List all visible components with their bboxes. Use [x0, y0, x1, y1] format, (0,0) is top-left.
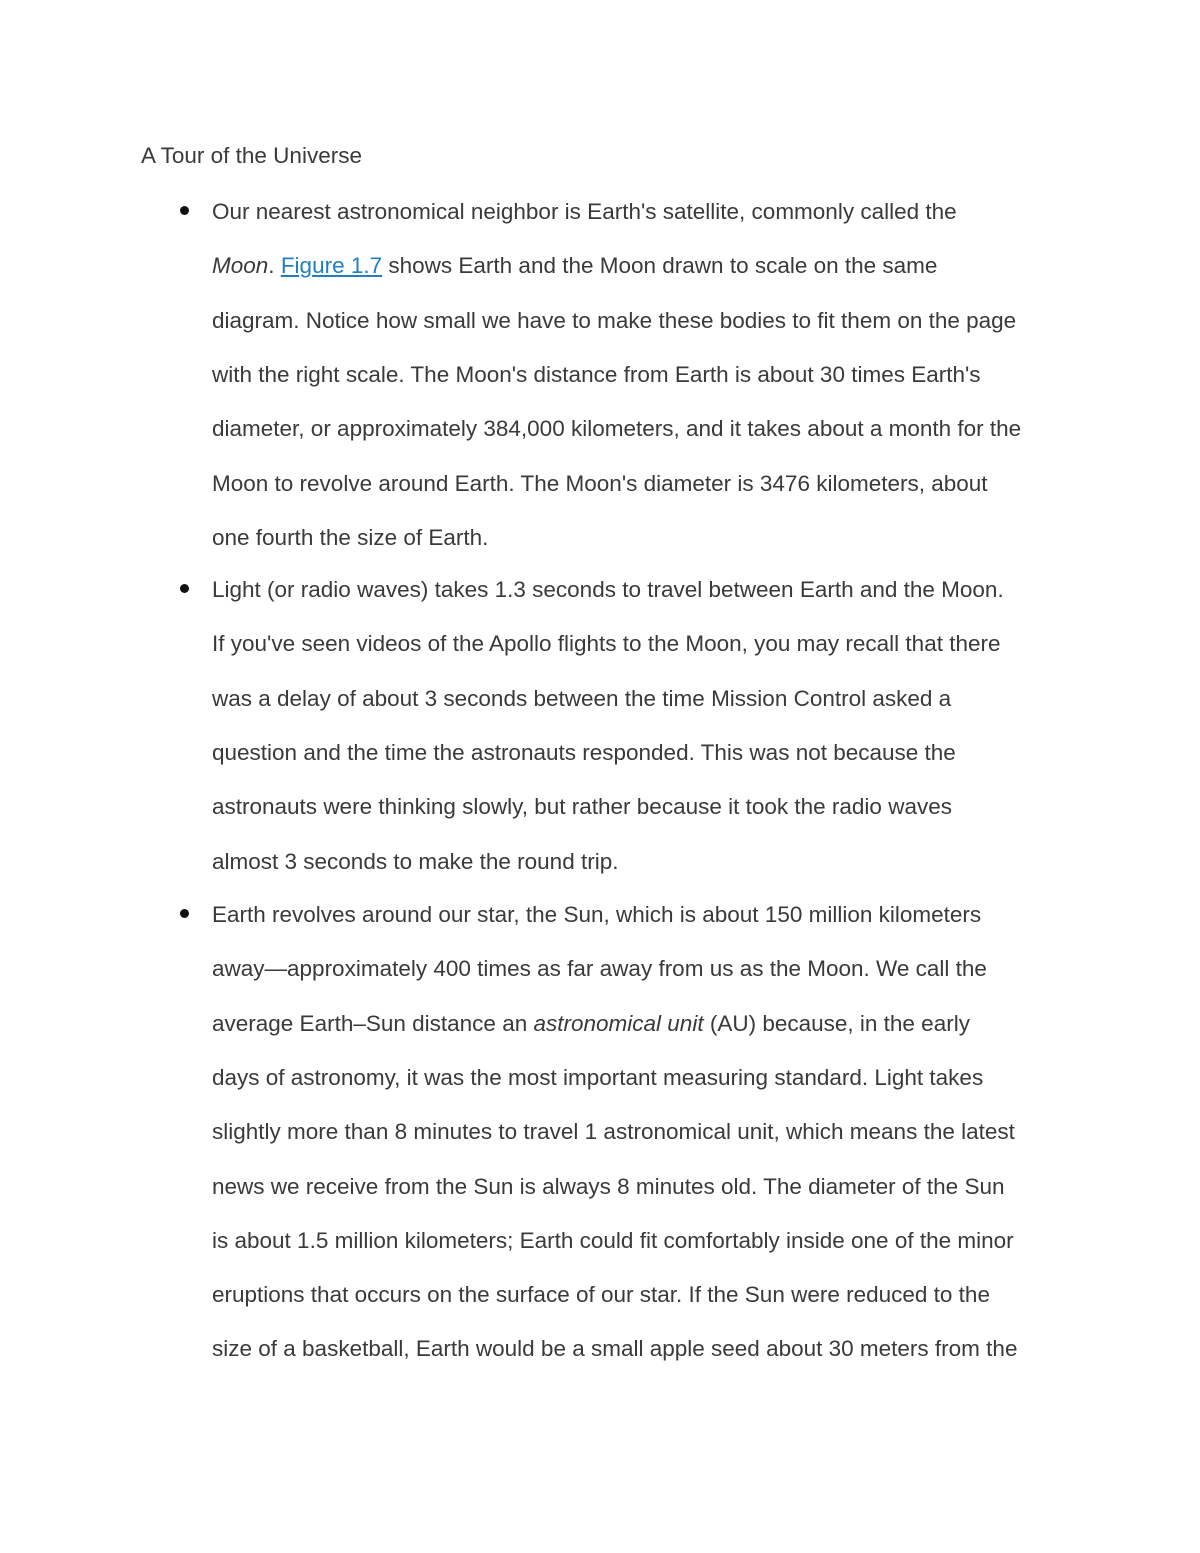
- text-line: [212, 196, 957, 228]
- text-line: [212, 250, 937, 282]
- text-line: [212, 899, 981, 931]
- text-line: [212, 1279, 990, 1311]
- text-run: .: [268, 253, 281, 279]
- text-line: [212, 683, 951, 715]
- text-line: [212, 522, 488, 554]
- text-run: news we receive from the Sun is always 8 minutes old. The diameter of the Sun: [212, 1173, 1005, 1199]
- text-run: diagram. Notice how small we have to make these bodies to fit them on the page: [212, 307, 1017, 333]
- text-line: [212, 413, 1021, 445]
- text-run: almost 3 seconds to make the round trip.: [212, 848, 619, 874]
- text-line: [212, 791, 952, 823]
- text-run: slightly more than 8 minutes to travel 1 astronomical unit, which means the latest: [212, 1119, 1015, 1145]
- text-run: shows Earth and the Moon drawn to scale on the same: [382, 253, 938, 279]
- text-line: [212, 359, 981, 391]
- text-run: size of a basketball, Earth would be a small apple seed about 30 meters from the: [212, 1336, 1018, 1362]
- text-line: [212, 846, 618, 878]
- text-line: [212, 574, 1004, 606]
- text-run: Moon to revolve around Earth. The Moon's diameter is 3476 kilometers, about: [212, 470, 988, 496]
- text-line: [212, 1062, 983, 1094]
- text-run: days of astronomy, it was the most important measuring standard. Light takes: [212, 1064, 984, 1090]
- text-line: [212, 1008, 970, 1040]
- text-line: [212, 737, 956, 769]
- bullet-dot-icon: [180, 909, 189, 918]
- text-run: one fourth the size of Earth.: [212, 524, 489, 550]
- italic-term: astronomical unit: [533, 1010, 704, 1036]
- text-run: Our nearest astronomical neighbor is Earth's satellite, commonly called the: [212, 199, 957, 224]
- text-run: question and the time the astronauts responded. This was not because the: [212, 739, 956, 765]
- text-run: average Earth–Sun distance an: [212, 1010, 534, 1036]
- text-run: away—approximately 400 times as far away from us as the Moon. We call the: [212, 956, 987, 982]
- text-line: [212, 1225, 1014, 1257]
- text-run: diameter, or approximately 384,000 kilometers, and it takes about a month for the: [212, 416, 1022, 442]
- text-run: astronauts were thinking slowly, but rather because it took the radio waves: [212, 794, 952, 820]
- text-line: [212, 953, 987, 985]
- text-run: eruptions that occurs on the surface of our star. If the Sun were reduced to the: [212, 1282, 990, 1308]
- text-run: Light (or radio waves) takes 1.3 seconds to travel between Earth and the Moon.: [212, 577, 1004, 602]
- text-run: Earth revolves around our star, the Sun, which is about 150 million kilometers: [212, 902, 982, 927]
- bullet-dot-icon: [180, 206, 189, 215]
- text-run: is about 1.5 million kilometers; Earth could fit comfortably inside one of the minor: [212, 1227, 1014, 1253]
- text-line: [212, 628, 1001, 660]
- text-run: with the right scale. The Moon's distance from Earth is about 30 times Earth's: [212, 361, 981, 387]
- text-run: (AU) because, in the early: [703, 1010, 970, 1036]
- text-line: [212, 1171, 1004, 1203]
- text-line: [212, 305, 1016, 337]
- text-line: [212, 1333, 1017, 1365]
- italic-term: Moon: [212, 253, 269, 279]
- text-line: [212, 468, 988, 500]
- bullet-dot-icon: [180, 584, 189, 593]
- text-run: was a delay of about 3 seconds between the time Mission Control asked a: [212, 685, 952, 711]
- document-title: A Tour of the Universe: [141, 143, 362, 168]
- text-run: If you've seen videos of the Apollo flights to the Moon, you may recall that there: [212, 631, 1001, 657]
- text-line: [212, 1116, 1015, 1148]
- figure-link[interactable]: Figure 1.7: [280, 253, 383, 279]
